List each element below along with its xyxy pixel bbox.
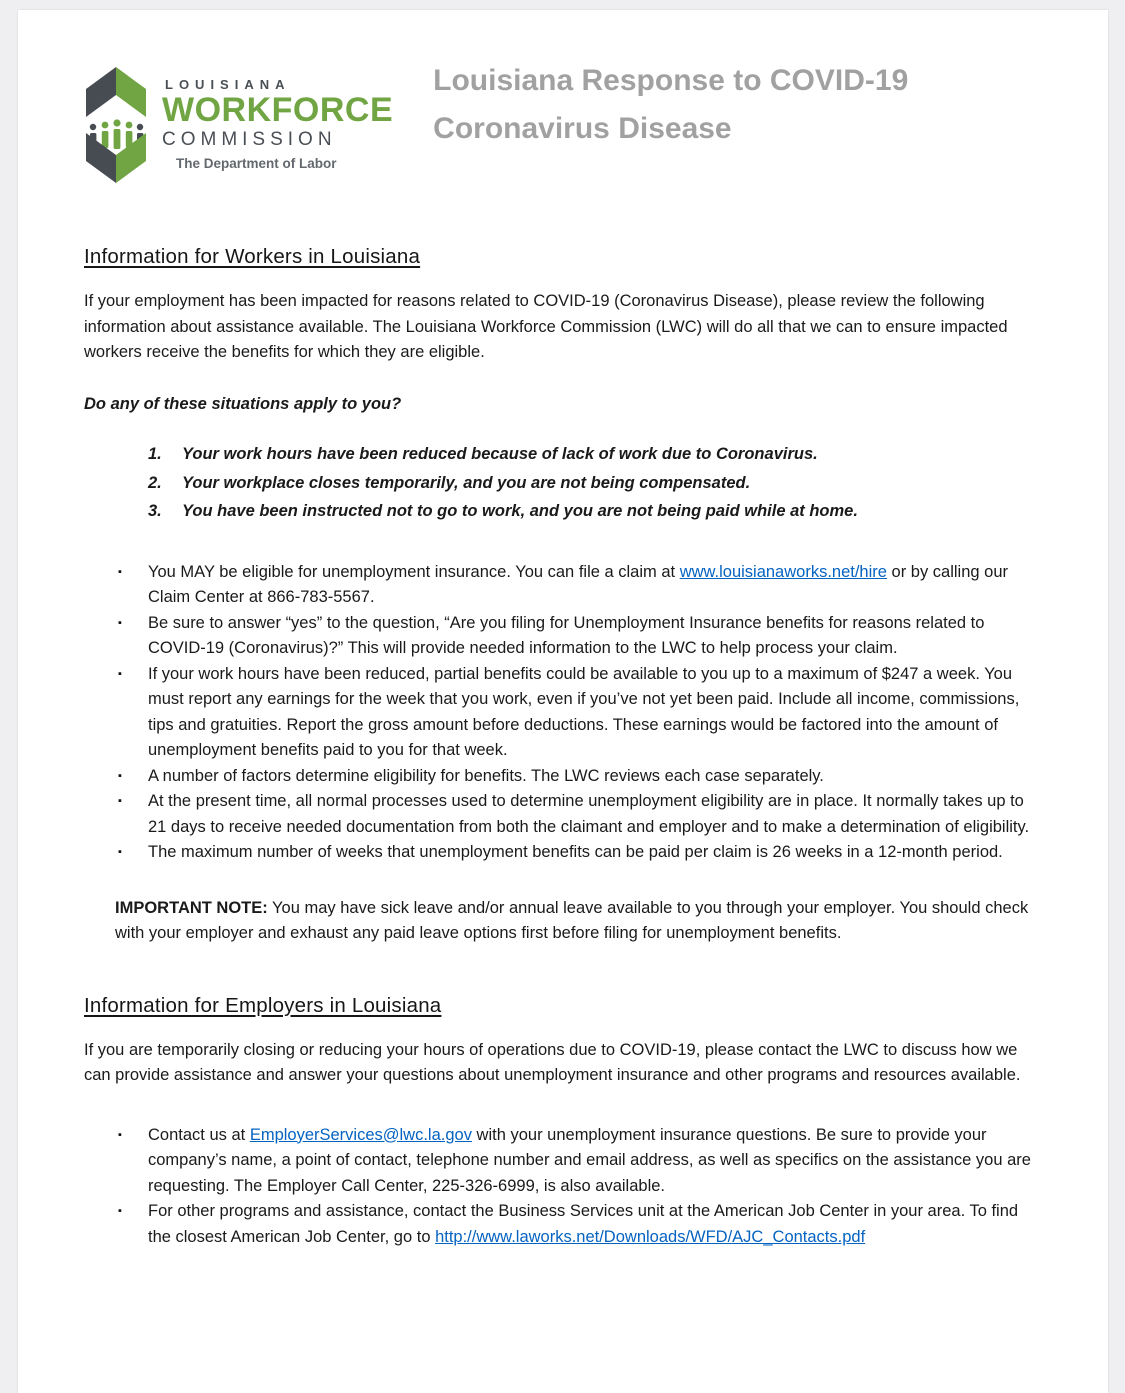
text-run: Be sure to answer “yes” to the question, “Are you filing for Unemployment Insurance benefits for reasons related to COVID-19 (Coronavirus)?” This will provide needed information to the LWC to help process your claim. [148, 613, 985, 657]
text-run: If your work hours have been reduced, partial benefits could be available to you up to a maximum of $247 a week. You must report any earnings for the week that you work, even if you’ve not yet been paid. Include all income, commissions, tips and gratuities. Report the gross amount before deductions. These earnings would be factored into the amount of unemployment benefits paid to you for that week. [148, 664, 1020, 759]
bullet-square-icon: ▪ [118, 667, 122, 680]
list-item-text: You have been instructed not to go to work, and you are not being paid while at home. [182, 502, 858, 520]
list-item-text [148, 560, 1032, 611]
lwc-logo-text [162, 55, 393, 171]
list-item [148, 497, 1032, 526]
list-number: 1. [148, 445, 162, 463]
bullet-square-icon: ▪ [118, 565, 122, 578]
text-run: A number of factors determine eligibility for benefits. The LWC reviews each case separately. [148, 766, 824, 785]
employers-section-heading: Information for Employers in Louisiana [84, 993, 442, 1017]
list-item [84, 662, 1032, 764]
list-item-text [148, 662, 1032, 764]
text-run: with your unemployment insurance questions. Be sure to provide your company’s name, a point of contact, telephone number and email address, as well as specifics on the assistance you are requesting. The Employer Call Center, 225-326-6999, is also available. [148, 1125, 1031, 1195]
list-item [84, 560, 1032, 611]
list-item [84, 1199, 1032, 1250]
workers-bullet-list [84, 560, 1032, 866]
text-run: or by calling our Claim Center at 866-783-5567. [148, 562, 1009, 606]
hyperlink[interactable]: http://www.laworks.net/Downloads/WFD/AJC_Contacts.pdf [435, 1227, 866, 1246]
document-title [433, 57, 908, 153]
list-item [148, 440, 1032, 469]
list-item-text [148, 611, 1032, 662]
list-item-text [148, 840, 1032, 866]
bullet-square-icon: ▪ [118, 616, 122, 629]
bullet-square-icon: ▪ [118, 1205, 122, 1217]
list-item [84, 840, 1032, 866]
employers-bullet-list [84, 1123, 1032, 1251]
workers-intro-paragraph: If your employment has been impacted for reasons related to COVID-19 (Coronavirus Disease), please review the following information about assistance available. The Louisiana Workforce Commission (LWC) will do all that we can to ensure impacted workers receive the benefits for which they are eligible. [84, 292, 1008, 361]
list-item-text: Your work hours have been reduced because of lack of work due to Coronavirus. [182, 445, 818, 463]
bullet-square-icon: ▪ [118, 1128, 122, 1141]
list-item [84, 611, 1032, 662]
list-item [84, 1123, 1032, 1200]
list-item-text [148, 1199, 1032, 1250]
logo-tagline: The Department of Labor [176, 155, 337, 171]
text-run: You MAY be eligible for unemployment insurance. You can file a claim at [148, 562, 680, 581]
employers-intro-paragraph: If you are temporarily closing or reducing your hours of operations due to COVID-19, please contact the LWC to discuss how we can provide assistance and answer your questions about unemployment insurance and other programs and resources available. [84, 1040, 1021, 1084]
important-note-text: You may have sick leave and/or annual leave available to you through your employer. You should check with your employer and exhaust any paid leave options first before filing for unemployment benefits. [115, 898, 1029, 942]
list-item-text [148, 1123, 1032, 1200]
hyperlink[interactable]: www.louisianaworks.net/hire [679, 562, 887, 581]
list-item-text [148, 764, 1032, 790]
list-item [148, 469, 1032, 498]
hyperlink[interactable]: EmployerServices@lwc.la.gov [249, 1125, 472, 1144]
list-number: 2. [148, 473, 162, 492]
text-run: Contact us at [148, 1125, 250, 1144]
important-note [84, 896, 1032, 947]
bullet-square-icon: ▪ [118, 769, 122, 782]
document-body [84, 245, 1032, 1250]
bullet-square-icon: ▪ [118, 846, 122, 858]
lwc-logo-icon [84, 59, 148, 183]
list-item-text [148, 789, 1032, 840]
list-item-text: Your workplace closes temporarily, and you are not being compensated. [182, 473, 751, 492]
bullet-square-icon: ▪ [118, 795, 122, 807]
logo-workforce: WORKFORCE [162, 91, 394, 129]
workers-section-heading: Information for Workers in Louisiana [84, 245, 421, 268]
logo-commission: COMMISSION [162, 128, 337, 150]
situations-question: Do any of these situations apply to you? [84, 394, 402, 413]
logo-louisiana: LOUISIANA [165, 77, 291, 92]
document-header [84, 55, 1032, 183]
situations-list [84, 440, 1032, 526]
list-item [84, 789, 1032, 840]
text-run: For other programs and assistance, contact the Business Services unit at the American Job Center in your area. To find the closest American Job Center, go to [148, 1202, 1019, 1246]
document-title-line2: Coronavirus Disease [433, 112, 732, 145]
document-page [18, 10, 1108, 1393]
list-number: 3. [148, 502, 162, 520]
text-run: At the present time, all normal processes used to determine unemployment eligibility are in place. It normally takes up to 21 days to receive needed documentation from both the claimant and employer and to make a determination of eligibility. [148, 792, 1030, 836]
document-title-line1: Louisiana Response to COVID-19 [433, 64, 909, 97]
important-note-label: IMPORTANT NOTE: [115, 898, 268, 917]
list-item [84, 764, 1032, 790]
lwc-logo [84, 55, 393, 183]
text-run: The maximum number of weeks that unemployment benefits can be paid per claim is 26 weeks in a 12-month period. [148, 843, 1003, 861]
